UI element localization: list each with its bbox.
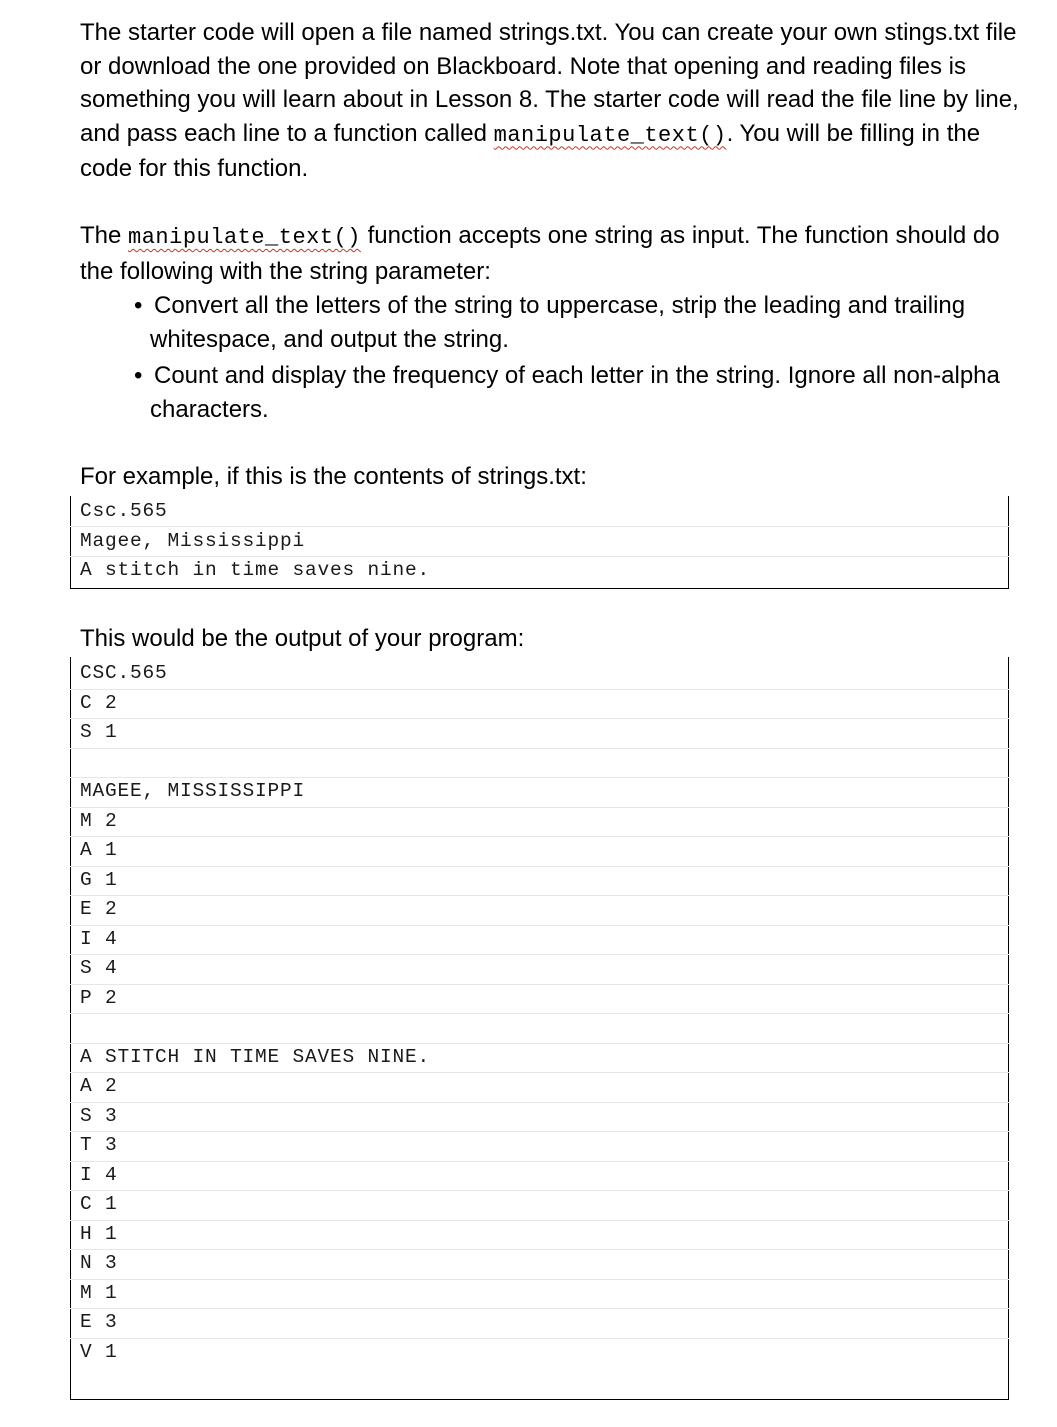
output-line: T 3 (80, 1134, 118, 1156)
output-line: M 1 (80, 1281, 118, 1304)
row-divider (70, 1308, 1009, 1309)
requirements-list (114, 289, 1014, 429)
row-divider (70, 1072, 1009, 1073)
output-line: V 1 (80, 1340, 118, 1363)
example-label: For example, if this is the contents of strings.txt: (80, 463, 587, 490)
output-line: A STITCH IN TIME SAVES NINE. (80, 1045, 431, 1068)
output-line: MAGEE, MISSISSIPPI (80, 780, 306, 802)
row-divider (70, 1131, 1009, 1132)
output-line: E 3 (80, 1311, 118, 1333)
description-text-after: function accepts one string as input. The function should do the following with the string parameter: (80, 222, 1000, 285)
output-line: S 3 (80, 1104, 118, 1127)
intro-text-after: . You will be filling in the code for this function. (80, 119, 981, 182)
description-function-name: manipulate_text() (128, 225, 361, 250)
intro-function-name: manipulate_text() (493, 122, 727, 148)
output-line: CSC.565 (80, 662, 168, 684)
row-divider (70, 689, 1009, 690)
output-line: S 1 (80, 721, 118, 743)
row-divider (70, 925, 1009, 926)
output-label: This would be the output of your program: (80, 625, 525, 652)
output-line: A 2 (80, 1075, 118, 1097)
row-divider (70, 1338, 1009, 1339)
row-divider (70, 777, 1009, 778)
row-divider (70, 895, 1009, 896)
row-divider (70, 1190, 1009, 1191)
row-divider (70, 1161, 1009, 1162)
input-line: Csc.565 (80, 500, 168, 522)
row-divider (70, 1279, 1009, 1280)
row-divider (70, 1249, 1009, 1250)
output-line: S 4 (80, 957, 118, 979)
intro-paragraph (80, 16, 1020, 186)
output-line: I 4 (80, 1163, 118, 1186)
list-item (114, 359, 1014, 427)
bullet-icon: • (134, 362, 143, 389)
intro-text-before: The starter code will open a file named strings.txt. You can create your own stings.txt file or download the one provided on Blackboard. Note that opening and reading files is something you will learn about in Lesson 8. The starter code will read the file line by line, and pass each line to a function called (80, 19, 1019, 147)
output-line: M 2 (80, 809, 118, 832)
input-line: A stitch in time saves nine. (80, 559, 431, 581)
row-divider (70, 526, 1009, 527)
row-divider (70, 748, 1009, 749)
row-divider (70, 1102, 1009, 1103)
bullet-icon: • (134, 292, 143, 319)
row-divider (70, 1220, 1009, 1221)
row-divider (70, 1043, 1009, 1044)
output-line: P 2 (80, 986, 118, 1009)
row-divider (70, 1013, 1009, 1014)
description-text-before: The (80, 222, 129, 249)
row-divider (70, 807, 1009, 808)
output-line: C 2 (80, 691, 118, 714)
list-item-text: Count and display the frequency of each letter in the string. Ignore all non-alpha characters. (150, 362, 1000, 423)
function-description-paragraph (80, 219, 1020, 288)
row-divider (70, 954, 1009, 955)
output-line: C 1 (80, 1193, 118, 1215)
output-line: H 1 (80, 1222, 118, 1245)
output-line: N 3 (80, 1252, 118, 1274)
row-divider (70, 718, 1009, 719)
output-line: G 1 (80, 868, 118, 891)
row-divider (70, 866, 1009, 867)
list-item (114, 289, 1014, 357)
row-divider (70, 984, 1009, 985)
output-line: I 4 (80, 927, 118, 950)
output-line: A 1 (80, 839, 118, 861)
input-line: Magee, Mississippi (80, 530, 306, 552)
row-divider (70, 836, 1009, 837)
output-box (70, 657, 1009, 1400)
list-item-text: Convert all the letters of the string to uppercase, strip the leading and trailing whitespace, and output the string. (150, 292, 966, 353)
output-line: E 2 (80, 898, 118, 920)
